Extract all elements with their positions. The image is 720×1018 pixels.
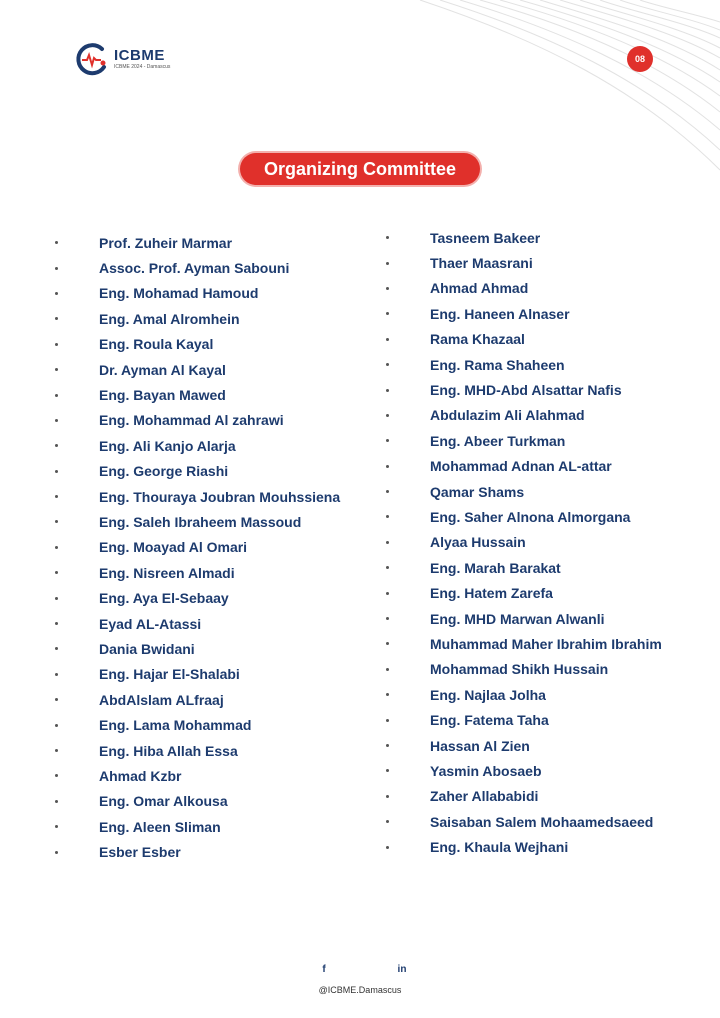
committee-member — [55, 459, 375, 484]
member-name: AbdAlslam ALfraaj — [99, 691, 224, 708]
bullet-icon — [386, 820, 389, 823]
bullet-icon — [386, 668, 389, 671]
committee-member — [55, 332, 375, 357]
bullet-icon — [55, 520, 58, 523]
committee-member — [386, 530, 706, 555]
committee-member — [55, 535, 375, 560]
committee-member — [55, 281, 375, 306]
member-name: Mohammad Adnan AL-attar — [430, 458, 612, 475]
member-name: Zaher Allababidi — [430, 788, 539, 805]
member-name: Eyad AL-Atassi — [99, 615, 202, 632]
bullet-icon — [55, 851, 58, 854]
member-name: Qamar Shams — [430, 483, 525, 500]
bullet-icon — [55, 546, 58, 549]
bullet-icon — [55, 419, 58, 422]
bullet-icon — [55, 470, 58, 473]
member-name: Esber Esber — [99, 844, 181, 861]
member-name: Ahmad Kzbr — [99, 767, 182, 784]
member-name: Eng. Roula Kayal — [99, 336, 214, 353]
committee-member — [55, 636, 375, 661]
committee-member — [55, 839, 375, 864]
logo-subtitle: ICBME 2024 - Damascus — [114, 64, 171, 70]
bullet-icon — [55, 495, 58, 498]
member-name: Eng. Mohamad Hamoud — [99, 285, 259, 302]
bullet-icon — [55, 597, 58, 600]
bullet-icon — [386, 465, 389, 468]
linkedin-icon[interactable]: in — [397, 963, 407, 975]
bullet-icon — [386, 338, 389, 341]
member-name: Eng. Hatem Zarefa — [430, 585, 553, 602]
bullet-icon — [55, 825, 58, 828]
bullet-icon — [55, 774, 58, 777]
committee-member — [55, 306, 375, 331]
member-name: Eng. Lama Mohammad — [99, 717, 252, 734]
member-name: Eng. Marah Barakat — [430, 559, 561, 576]
facebook-icon[interactable]: f — [322, 963, 326, 975]
bullet-icon — [386, 592, 389, 595]
committee-member — [55, 789, 375, 814]
member-name: Abdulazim Ali Alahmad — [430, 407, 585, 424]
member-name: Alyaa Hussain — [430, 534, 526, 551]
committee-member — [55, 255, 375, 280]
committee-member — [386, 834, 706, 859]
member-name: Eng. Aya El-Sebaay — [99, 590, 229, 607]
committee-member — [55, 560, 375, 585]
member-name: Dania Bwidani — [99, 640, 195, 657]
member-name: Eng. Amal Alromhein — [99, 310, 240, 327]
committee-member — [55, 408, 375, 433]
member-name: Mohammad Shikh Hussain — [430, 661, 609, 678]
bullet-icon — [55, 800, 58, 803]
member-name: Eng. Omar Alkousa — [99, 793, 228, 810]
committee-member — [55, 738, 375, 763]
bullet-icon — [386, 846, 389, 849]
member-name: Eng. Najlaa Jolha — [430, 686, 546, 703]
committee-member — [386, 504, 706, 529]
bullet-icon — [55, 444, 58, 447]
section-title: Organizing Committee — [240, 153, 480, 185]
committee-member — [386, 580, 706, 605]
committee-member — [386, 809, 706, 834]
logo-title: ICBME — [114, 47, 165, 64]
member-name: Eng. Rama Shaheen — [430, 356, 565, 373]
member-name: Eng. Aleen Sliman — [99, 818, 221, 835]
committee-member — [386, 250, 706, 275]
member-name: Eng. Thouraya Joubran Mouhssiena — [99, 488, 341, 505]
bullet-icon — [55, 622, 58, 625]
committee-member — [386, 682, 706, 707]
committee-member — [55, 509, 375, 534]
member-name: Eng. Mohammad Al zahrawi — [99, 412, 284, 429]
member-name: Rama Khazaal — [430, 331, 525, 348]
committee-member — [55, 484, 375, 509]
instagram-icon[interactable] — [370, 963, 382, 975]
bullet-icon — [386, 439, 389, 442]
bullet-icon — [386, 262, 389, 265]
committee-member — [386, 606, 706, 631]
bullet-icon — [55, 343, 58, 346]
committee-member — [386, 479, 706, 504]
bullet-icon — [386, 515, 389, 518]
bullet-icon — [386, 287, 389, 290]
twitter-icon[interactable] — [344, 963, 356, 975]
member-name: Eng. Haneen Alnaser — [430, 305, 570, 322]
member-name: Eng. Abeer Turkman — [430, 432, 566, 449]
committee-member — [55, 712, 375, 737]
member-name: Eng. Fatema Taha — [430, 712, 549, 729]
committee-member — [55, 433, 375, 458]
bullet-icon — [386, 795, 389, 798]
committee-member — [386, 707, 706, 732]
member-name: Assoc. Prof. Ayman Sabouni — [99, 260, 290, 277]
committee-member — [55, 687, 375, 712]
committee-member — [386, 428, 706, 453]
bullet-icon — [55, 368, 58, 371]
member-name: Eng. MHD-Abd Alsattar Nafis — [430, 382, 622, 399]
member-name: Eng. Khaula Wejhani — [430, 839, 569, 856]
bullet-icon — [386, 363, 389, 366]
conference-logo — [74, 41, 170, 77]
committee-member — [55, 585, 375, 610]
member-name: Eng. Bayan Mawed — [99, 387, 226, 404]
bullet-icon — [386, 312, 389, 315]
committee-member — [55, 230, 375, 255]
social-handle: @ICBME.Damascus — [318, 985, 402, 995]
committee-member — [386, 377, 706, 402]
bullet-icon — [55, 571, 58, 574]
bullet-icon — [386, 693, 389, 696]
committee-member — [386, 225, 706, 250]
committee-member — [386, 403, 706, 428]
member-name: Yasmin Abosaeb — [430, 762, 542, 779]
member-name: Ahmad Ahmad — [430, 280, 529, 297]
bullet-icon — [386, 744, 389, 747]
committee-member — [386, 327, 706, 352]
bullet-icon — [55, 673, 58, 676]
member-name: Eng. MHD Marwan Alwanli — [430, 610, 605, 627]
bullet-icon — [386, 566, 389, 569]
bullet-icon — [386, 414, 389, 417]
bullet-icon — [386, 617, 389, 620]
member-name: Eng. Ali Kanjo Alarja — [99, 437, 236, 454]
bullet-icon — [386, 769, 389, 772]
committee-member — [386, 733, 706, 758]
bullet-icon — [386, 389, 389, 392]
committee-member — [55, 611, 375, 636]
committee-member — [55, 814, 375, 839]
bullet-icon — [386, 236, 389, 239]
member-name: Eng. Hajar El-Shalabi — [99, 666, 240, 683]
member-name: Hassan Al Zien — [430, 737, 530, 754]
member-name: Eng. Moayad Al Omari — [99, 539, 248, 556]
committee-member — [386, 276, 706, 301]
page-number-badge: 08 — [627, 46, 653, 72]
committee-member — [386, 758, 706, 783]
committee-member — [386, 784, 706, 809]
member-name: Tasneem Bakeer — [430, 229, 541, 246]
committee-member — [386, 301, 706, 326]
committee-list-right — [386, 225, 706, 860]
member-name: Muhammad Maher Ibrahim Ibrahim — [430, 635, 662, 652]
member-name: Saisaban Salem Mohaamedsaeed — [430, 813, 654, 830]
committee-list-left — [55, 230, 375, 865]
bullet-icon — [55, 698, 58, 701]
committee-member — [386, 352, 706, 377]
bullet-icon — [386, 490, 389, 493]
icbme-logo-icon — [74, 41, 110, 77]
member-name: Eng. Hiba Allah Essa — [99, 742, 238, 759]
bullet-icon — [55, 267, 58, 270]
committee-member — [386, 454, 706, 479]
bullet-icon — [386, 719, 389, 722]
committee-member — [55, 382, 375, 407]
committee-member — [386, 631, 706, 656]
bullet-icon — [55, 394, 58, 397]
bullet-icon — [386, 541, 389, 544]
bullet-icon — [55, 724, 58, 727]
member-name: Eng. Saleh Ibraheem Massoud — [99, 513, 302, 530]
bullet-icon — [386, 642, 389, 645]
bullet-icon — [55, 647, 58, 650]
member-name: Dr. Ayman Al Kayal — [99, 361, 226, 378]
committee-member — [55, 763, 375, 788]
social-links — [318, 963, 408, 975]
bullet-icon — [55, 317, 58, 320]
member-name: Eng. George Riashi — [99, 463, 229, 480]
bullet-icon — [55, 749, 58, 752]
member-name: Thaer Maasrani — [430, 255, 533, 272]
member-name: Eng. Saher Alnona Almorgana — [430, 508, 631, 525]
bullet-icon — [55, 292, 58, 295]
committee-member — [55, 357, 375, 382]
bullet-icon — [55, 241, 58, 244]
committee-member — [386, 657, 706, 682]
member-name: Eng. Nisreen Almadi — [99, 564, 235, 581]
committee-member — [386, 555, 706, 580]
committee-member — [55, 662, 375, 687]
member-name: Prof. Zuheir Marmar — [99, 234, 233, 251]
